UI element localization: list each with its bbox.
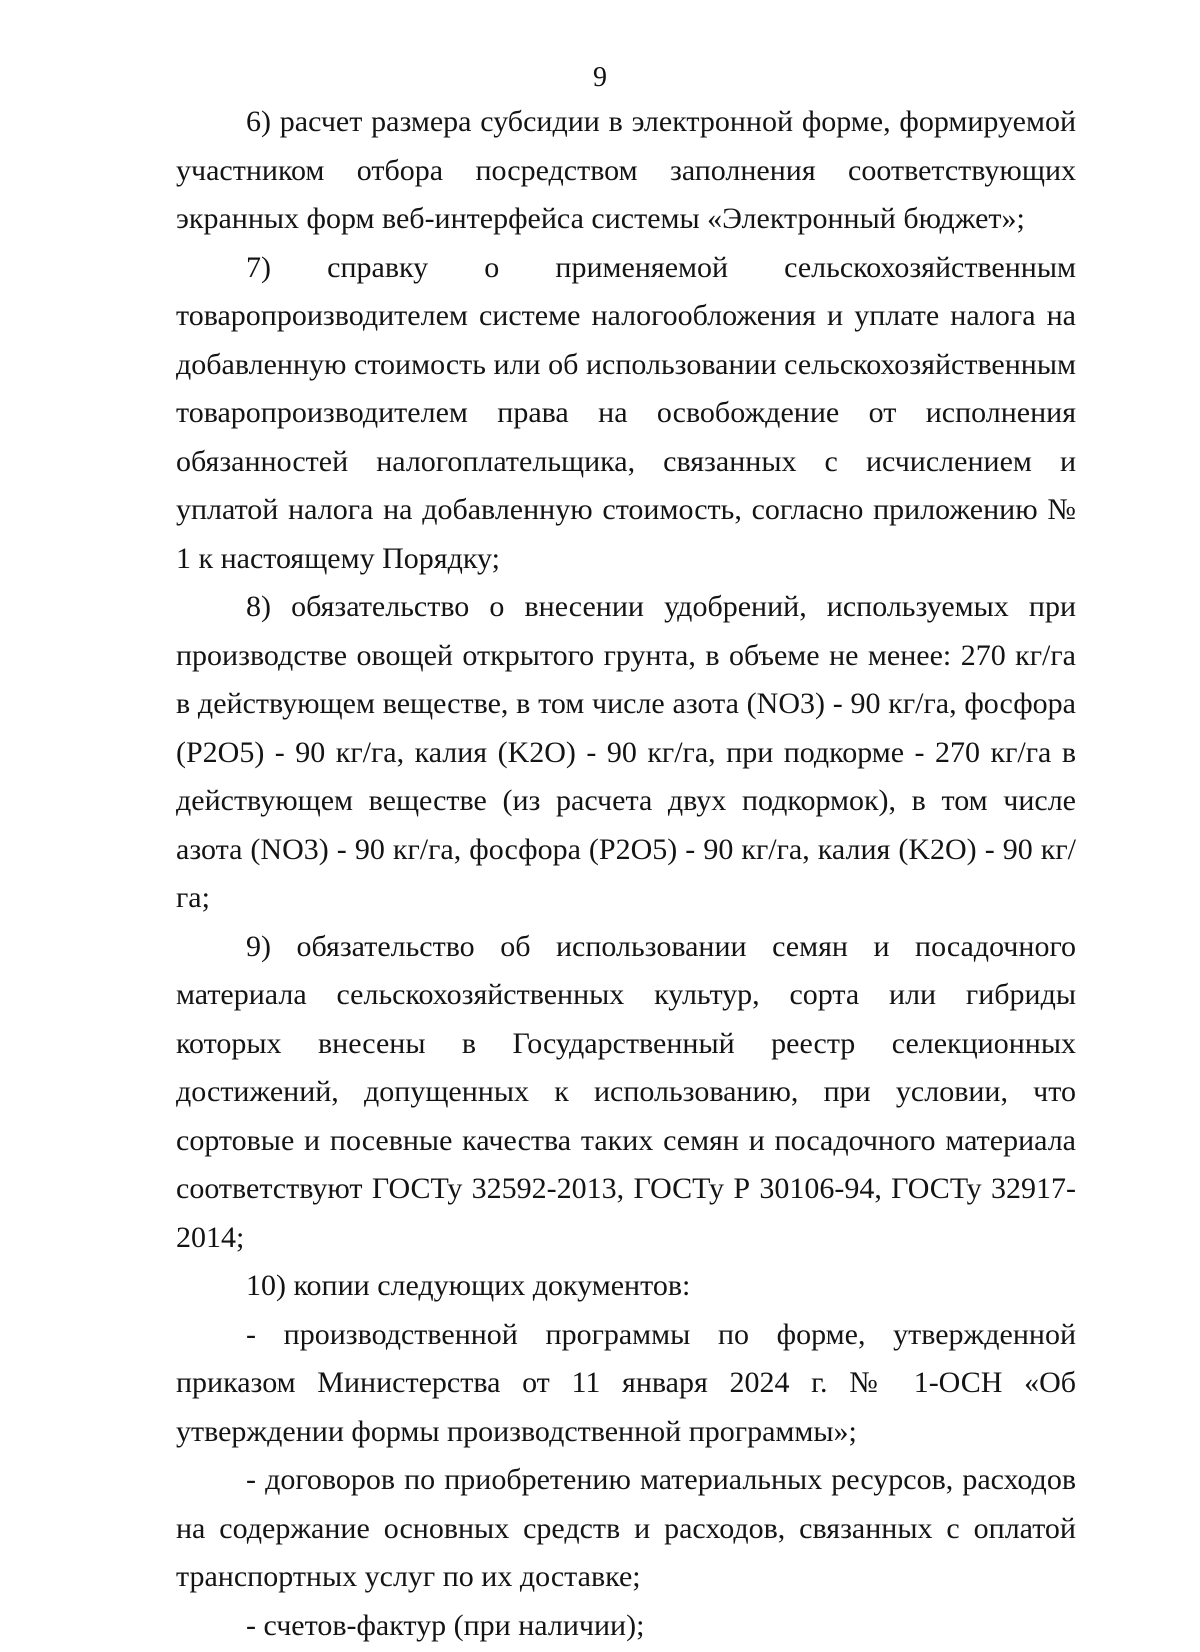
paragraph-item-6: 6) расчет размера субсидии в электронной форме, формируемой участником отбора посредством заполнения соответствующих экранных форм веб-интерфейса системы «Электронный бюджет»; <box>176 105 1076 235</box>
paragraph-item-7: 7) справку о применяемой сельскохозяйственным товаропроизводителем системе налогообложения и уплате налога на добавленную стоимость или об использовании сельскохозяйственным товаропроизводителем права на освобождение от исполнения обязанностей налогоплательщика, связанных с исчислением и уплатой налога на добавленную стоимость, согласно приложению № 1 к настоящему Порядку; <box>176 250 1076 575</box>
paragraph-item-9: 9) обязательство об использовании семян и посадочного материала сельскохозяйственных культур, сорта или гибриды которых внесены в Государственный реестр селекционных достижений, допущенных к использованию, при условии, что сортовые и посевные качества таких семян и посадочного материала соответствуют ГОСТу 32592-2013, ГОСТу Р 30106-94, ГОСТу 32917-2014; <box>176 929 1076 1254</box>
document-body <box>176 98 1076 1650</box>
paragraph-item-8: 8) обязательство о внесении удобрений, используемых при производстве овощей открытого грунта, в объеме не менее: 270 кг/га в действующем веществе, в том числе азота (NO3) - 90 кг/га, фосфора (P2O5) - 90 кг/га, калия (K2O) - 90 кг/га, при подкорме - 270 кг/га в действующем веществе (из расчета двух подкормок), в том числе азота (NO3) - 90 кг/га, фосфора (P2O5) - 90 кг/га, калия (K2O) - 90 кг/га; <box>176 590 1076 914</box>
paragraph-item-10: 10) копии следующих документов: <box>246 1269 691 1302</box>
paragraph-production-program: - производственной программы по форме, утвержденной приказом Министерства от 11 января 2024 г. № 1-ОСН «Об утверждении формы производственной программы»; <box>176 1317 1076 1448</box>
page-number: 9 <box>593 62 607 93</box>
paragraph-contracts: - договоров по приобретению материальных ресурсов, расходов на содержание основных средств и расходов, связанных с оплатой транспортных услуг по их доставке; <box>176 1463 1076 1593</box>
paragraph-invoices: - счетов-фактур (при наличии); <box>246 1608 645 1642</box>
